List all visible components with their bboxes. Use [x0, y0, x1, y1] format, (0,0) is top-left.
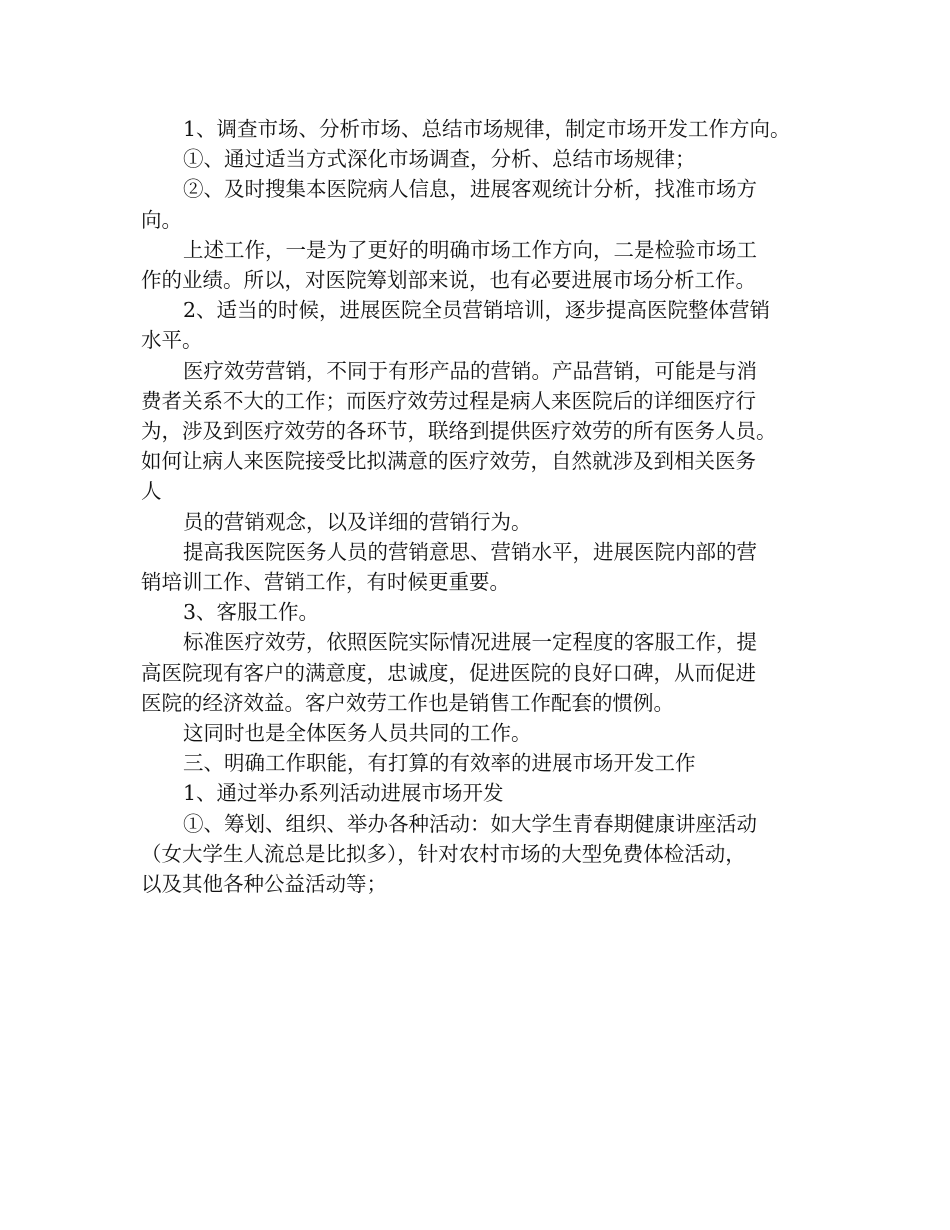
paragraph-line: 1、通过举办系列活动进展市场开发 [183, 781, 504, 806]
paragraph-line: 人 [141, 479, 162, 504]
paragraph-line: 这同时也是全体医务人员共同的工作。 [183, 721, 532, 746]
paragraph-line: 以及其他各种公益活动等； [141, 872, 387, 897]
paragraph-line: 标准医疗效劳，依照医院实际情况进展一定程度的客服工作，提 [183, 630, 757, 655]
paragraph-line: ②、及时搜集本医院病人信息，进展客观统计分析，找准市场方 [183, 177, 757, 202]
paragraph-line: 三、明确工作职能，有打算的有效率的进展市场开发工作 [183, 751, 696, 776]
paragraph-line: 水平。 [141, 328, 203, 353]
paragraph-line: 医院的经济效益。客户效劳工作也是销售工作配套的惯例。 [141, 690, 674, 715]
document-body [141, 114, 821, 899]
paragraph-line: 高医院现有客户的满意度，忠诚度，促进医院的良好口碑，从而促进 [141, 660, 756, 685]
paragraph-line: 提高我医院医务人员的营销意思、营销水平，进展医院内部的营 [183, 539, 757, 564]
paragraph-line: 销培训工作、营销工作，有时候更重要。 [141, 570, 510, 595]
paragraph-line: 医疗效劳营销，不同于有形产品的营销。产品营销，可能是与消 [183, 358, 757, 383]
paragraph-line: 作的业绩。所以，对医院筹划部来说，也有必要进展市场分析工作。 [141, 268, 756, 293]
paragraph-line: 上述工作，一是为了更好的明确市场工作方向，二是检验市场工 [183, 237, 757, 262]
paragraph-line: 向。 [141, 207, 182, 232]
paragraph-line: 员的营销观念，以及详细的营销行为。 [183, 509, 532, 534]
paragraph-line: 2、适当的时候，进展医院全员营销培训，逐步提高医院整体营销 [183, 298, 771, 323]
paragraph-line: ①、通过适当方式深化市场调查，分析、总结市场规律； [183, 147, 696, 172]
paragraph-line: ①、筹划、组织、举办各种活动：如大学生青春期健康讲座活动 [183, 811, 757, 836]
paragraph-line: 3、客服工作。 [183, 600, 320, 625]
paragraph-line: （女大学生人流总是比拟多），针对农村市场的大型免费体检活动， [141, 841, 746, 866]
paragraph-line: 为，涉及到医疗效劳的各环节，联络到提供医疗效劳的所有医务人员。 [141, 419, 777, 444]
paragraph-line: 费者关系不大的工作；而医疗效劳过程是病人来医院后的详细医疗行 [141, 388, 756, 413]
paragraph-line: 如何让病人来医院接受比拟满意的医疗效劳，自然就涉及到相关医务 [141, 449, 756, 474]
paragraph-line: 1、调查市场、分析市场、总结市场规律，制定市场开发工作方向。 [183, 117, 791, 141]
